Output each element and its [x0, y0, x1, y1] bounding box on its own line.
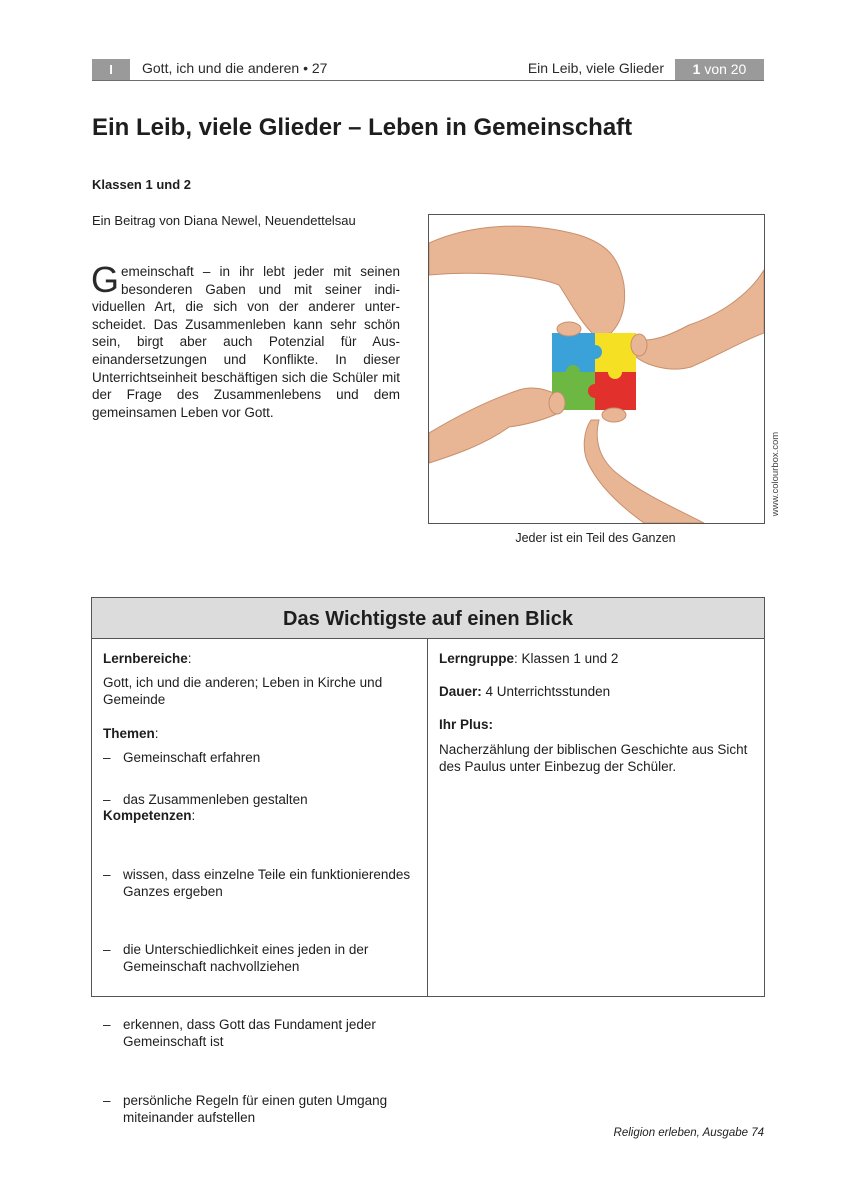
themen-block	[103, 725, 423, 742]
themen-colon: :	[154, 726, 159, 741]
finger-left	[549, 392, 565, 414]
photo-caption: Jeder ist ein Teil des Ganzen	[515, 531, 676, 545]
lerngruppe-colon: :	[514, 651, 518, 666]
kompetenz-item	[103, 1092, 443, 1126]
kompetenz-item	[103, 941, 443, 975]
list-dash: –	[103, 942, 111, 957]
puzzle-hands-photo	[428, 214, 765, 524]
lernbereiche-block	[103, 650, 423, 667]
plus-label: Ihr Plus:	[439, 717, 494, 732]
themen-item-text: das Zusammenleben gestalten	[123, 792, 308, 807]
photo-credit: www.colourbox.com	[770, 431, 781, 517]
summary-box	[91, 597, 765, 1125]
running-header	[92, 59, 764, 81]
lerngruppe-value: Klassen 1 und 2	[521, 651, 619, 666]
dauer-value: 4 Unterrichtsstunden	[485, 684, 611, 699]
intro-paragraph	[91, 259, 400, 421]
author-byline: Ein Beitrag von Diana Newel, Neuendettelsau	[92, 213, 356, 228]
lernbereiche-text: Gott, ich und die anderen; Leben in Kirche und Gemeinde	[103, 675, 383, 707]
section-chip: I	[92, 59, 130, 80]
kompetenz-item-text: wissen, dass einzelne Teile ein funktionierendes Ganzes ergeben	[123, 867, 411, 899]
lernbereiche-colon: :	[187, 651, 192, 666]
list-dash: –	[103, 1017, 111, 1032]
kompetenzen-block	[103, 807, 423, 824]
kompetenzen-colon: :	[191, 808, 196, 823]
list-dash: –	[103, 792, 111, 807]
finger-right	[631, 334, 647, 356]
kompetenzen-label: Kompetenzen	[103, 808, 192, 823]
list-dash: –	[103, 750, 111, 765]
series-label: Gott, ich und die anderen • 27	[142, 60, 328, 76]
page-total: von 20	[704, 61, 747, 77]
drop-cap: G	[91, 259, 120, 300]
themen-item	[103, 749, 443, 766]
lernbereiche-label: Lernbereiche	[103, 651, 188, 666]
arm-bottom	[584, 420, 704, 523]
kompetenz-item	[103, 1016, 443, 1050]
grade-label: Klassen 1 und 2	[92, 177, 191, 192]
dauer-label: Dauer:	[439, 684, 482, 699]
kompetenz-item-text: persönliche Regeln für einen guten Umgang miteinander aufstellen	[123, 1093, 388, 1125]
puzzle-illustration	[429, 215, 764, 523]
kompetenz-item-text: die Unterschiedlichkeit eines jeden in der Gemeinschaft nachvollziehen	[123, 942, 369, 974]
intro-text: emeinschaft – in ihr lebt jeder mit seinen besonderen Gaben und mit seiner individuellen Art, die sich von der anderer unterscheidet. Das Zusammenleben kann sehr schön sein, birgt aber auch Potenzial für Auseinandersetzungen und Konflikte. In dieser Unterrichtseinheit beschäftigen sich die Schüler mit der Frage des Zusammenlebens und dem gemeinsamen Leben vor Gott.	[92, 264, 400, 420]
finger-bottom	[602, 408, 626, 422]
plus-text: Nacherzählung der biblischen Geschichte aus Sicht des Paulus unter Einbezug der Schüler.	[439, 742, 748, 774]
summary-heading: Das Wichtigste auf einen Blick	[92, 598, 764, 639]
themen-item-text: Gemeinschaft erfahren	[123, 750, 261, 765]
list-dash: –	[103, 1093, 111, 1108]
lerngruppe-block	[439, 650, 754, 667]
page-indicator	[675, 59, 764, 80]
summary-left-column	[92, 639, 428, 1125]
list-dash: –	[103, 867, 111, 882]
themen-item	[103, 791, 443, 808]
summary-right-column	[428, 639, 764, 996]
page-current: 1	[692, 61, 701, 77]
topic-label: Ein Leib, viele Glieder	[527, 60, 664, 76]
publication-footer: Religion erleben, Ausgabe 74	[613, 1127, 764, 1139]
arm-right	[634, 270, 764, 369]
kompetenz-item-text: erkennen, dass Gott das Fundament jeder Gemeinschaft ist	[123, 1017, 376, 1049]
page-title: Ein Leib, viele Glieder – Leben in Gemeinschaft	[92, 114, 633, 141]
arm-left	[429, 388, 559, 463]
kompetenz-item	[103, 866, 443, 900]
dauer-block	[439, 683, 754, 700]
finger-top	[557, 322, 581, 336]
arm-top	[429, 226, 625, 335]
themen-label: Themen	[103, 726, 155, 741]
lerngruppe-label: Lerngruppe	[439, 651, 515, 666]
